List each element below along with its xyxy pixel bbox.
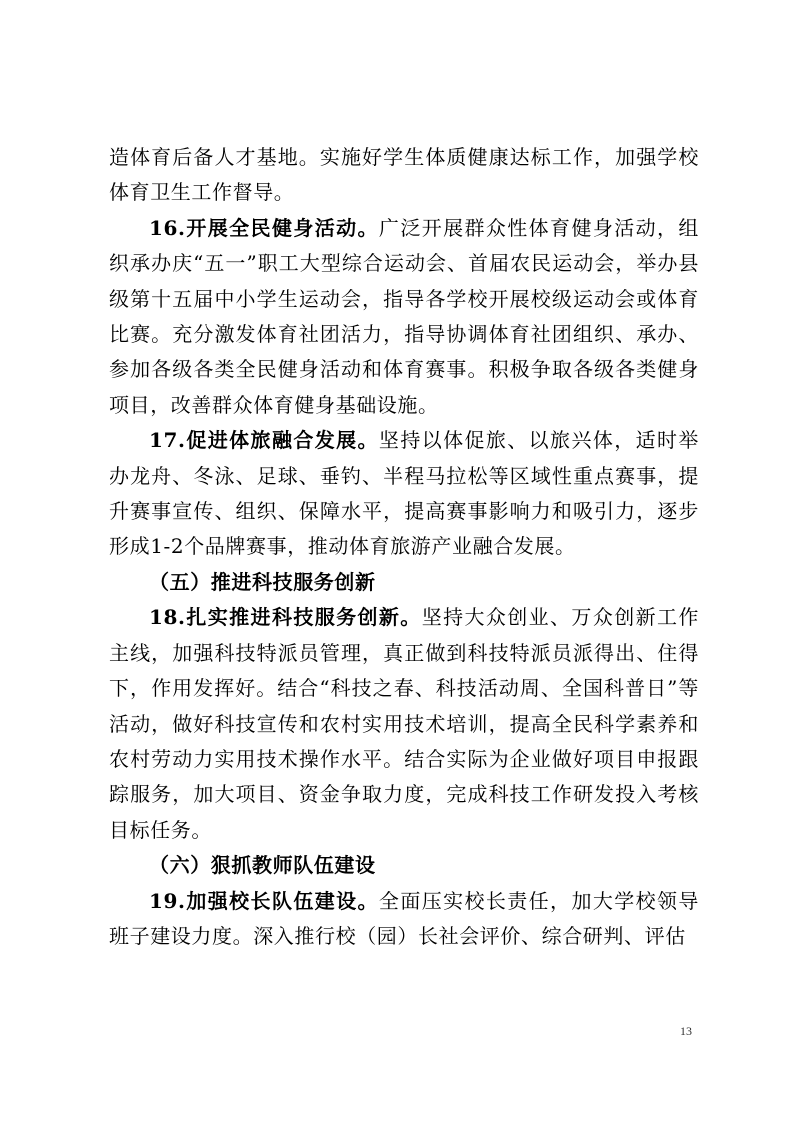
paragraph-continuation <box>109 140 699 211</box>
item-text: 坚持以体促旅、以旅兴体，适时举办龙舟、冬泳、足球、垂钓、半程马拉松等区域性重点赛事，提升赛事宣传、组织、保障水平，提高赛事影响力和吸引力，逐步形成1-2个品牌赛事，推动体育旅游产业融合发展。 <box>109 428 700 559</box>
item-text: 广泛开展群众性体育健身活动，组织承办庆“五一”职工大型综合运动会、首届农民运动会，举办县级第十五届中小学生运动会，指导各学校开展校级运动会或体育比赛。充分激发体育社团活力，指导协调体育社团组织、承办、参加各级各类全民健身活动和体育赛事。积极争取各级各类健身项目，改善群众体育健身基础设施。 <box>109 215 700 417</box>
section-heading-6: （六）狠抓教师队伍建设 <box>149 853 376 878</box>
item-text: 坚持大众创业、万众创新工作主线，加强科技特派员管理，真正做到科技特派员派得出、住得下，作用发挥好。结合“科技之春、科技活动周、全国科普日”等活动，做好科技宣传和农村实用技术培训，提高全民科学素养和农村劳动力实用技术操作水平。结合实际为企业做好项目申报跟踪服务，加大项目、资金争取力度，完成科技工作研发投入考核目标任务。 <box>109 605 699 842</box>
page-number: 13 <box>680 1024 692 1038</box>
item-text: 全面压实校长责任，加大学校领导班子建设力度。深入推行校（园）长社会评价、综合研判、评估 <box>109 888 700 948</box>
paragraph-item-17 <box>109 423 699 565</box>
paragraph-text: 造体育后备人才基地。实施好学生体质健康达标工作，加强学校体育卫生工作督导。 <box>109 145 699 205</box>
item-lead: 17.促进体旅融合发展。 <box>149 428 379 453</box>
section-heading-5: （五）推进科技服务创新 <box>149 569 376 594</box>
body-text <box>109 140 699 954</box>
paragraph-item-16 <box>109 211 699 423</box>
item-lead: 16.开展全民健身活动。 <box>149 215 379 240</box>
item-lead: 18.扎实推进科技服务创新。 <box>149 605 422 630</box>
paragraph-item-18 <box>109 600 699 848</box>
paragraph-item-19 <box>109 884 699 955</box>
item-lead: 19.加强校长队伍建设。 <box>149 888 379 913</box>
